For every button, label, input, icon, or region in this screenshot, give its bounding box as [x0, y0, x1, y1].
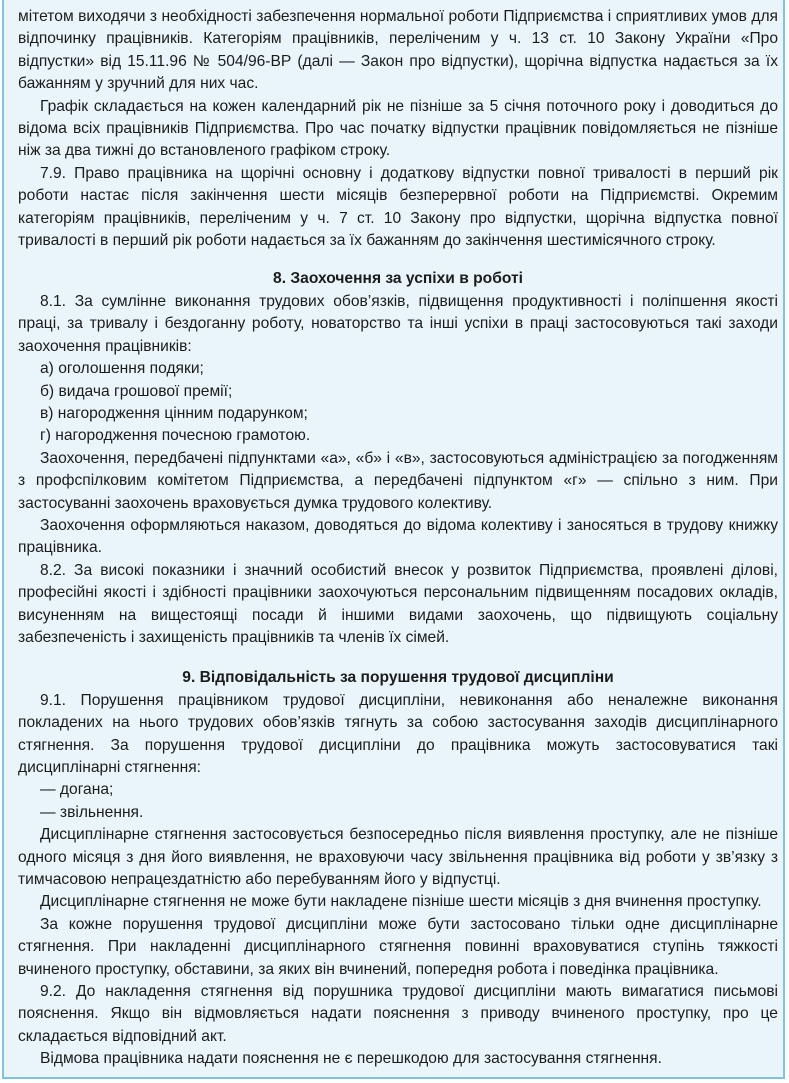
list-item: б) видача грошової премії;: [40, 382, 233, 400]
paragraph-9-single: За кожне порушення трудової дисципліни може бути застосовано тільки одне дисциплінарне стягнення. При накладенні дисциплінарного стягнення повинні враховуватися ступінь тяжкості вчиненого проступку, обставини, за яких він вчинений, попередня робота і поведінка працівника.: [18, 915, 778, 978]
paragraph-8-1: 8.1. За сумлінне виконання трудових обов’язків, підвищення продуктивності і поліпшення якості праці, за тривалу і бездоганну роботу, новаторство та інші успіхи в праці застосовуються такі заходи заохочення працівників:: [18, 292, 778, 355]
list-item: — догана;: [40, 781, 114, 799]
paragraph-schedule: Графік складається на кожен календарний рік не пізніше за 5 січня поточного року і доводиться до відома всіх працівників Підприємства. Про час початку відпустки працівник повідомляється не пізніше ніж за два тижні до встановленого графіком строку.: [18, 97, 778, 160]
paragraph-9-1: 9.1. Порушення працівником трудової дисципліни, невиконання або неналежне виконання покладених на нього трудових обов’язків тягнуть за собою застосування заходів дисциплінарного стягнення. За порушення трудової дисципліни до працівника можуть застосовуватися такі дисциплінарні стягнення:: [18, 691, 778, 776]
section-9-title: 9. Відповідальність за порушення трудової дисципліни: [182, 669, 614, 687]
paragraph-8-2: 8.2. За високі показники і значний особистий внесок у розвиток Підприємства, проявлені ділові, професійні якості і здібності працівники заохочуються персональним підвищенням посадових окладів, висуненням на вищестоящі посади й іншими видами заохочень, що підвищують соціальну забезпеченість і захищеність працівників та членів їх сімей.: [18, 561, 778, 646]
paragraph-8-approval: Заохочення, передбачені підпунктами «а», «б» і «в», застосовуються адміністрацією за погодженням з профспілковим комітетом Підприємства, а передбачені підпунктом «г» — спільно з ним. При застосуванні заохочень враховується думка трудового колективу.: [18, 449, 778, 512]
paragraph-9-refusal: Відмова працівника надати пояснення не є перешкодою для застосування стягнення.: [40, 1050, 662, 1068]
list-item: г) нагородження почесною грамотою.: [40, 427, 311, 445]
list-item: а) оголошення подяки;: [40, 360, 204, 378]
list-item: — звільнення.: [40, 803, 144, 821]
document-frame: [2, 0, 785, 1079]
paragraph-9-2: 9.2. До накладення стягнення від порушника трудової дисципліни мають вимагатися письмові пояснення. Якщо він відмовляється надати пояснення з приводу вчиненого проступку, про це складається відповідний акт.: [18, 983, 778, 1045]
paragraph-9-limit: Дисциплінарне стягнення не може бути накладене пізніше шести місяців з дня вчинення проступку.: [40, 893, 762, 911]
list-item: в) нагородження цінним подарунком;: [40, 404, 308, 422]
paragraph-continuation: мітетом виходячи з необхідності забезпечення нормальної роботи Підприємства і сприятливих умов для відпочинку працівників. Категоріям працівників, переліченим у ч. 13 ст. 10 Закону України «Про відпустки» від 15.11.96 № 504/96-ВР (далі — Закон про відпустки), щорічна відпустка надається за їх бажанням у зручний для них час.: [18, 8, 778, 93]
paragraph-9-timing: Дисциплінарне стягнення застосовується безпосередньо після виявлення проступку, але не пізніше одного місяця з дня його виявлення, не враховуючи часу звільнення працівника від роботи у зв’язку з тимчасовою непрацездатністю або перебуванням його у відпустці.: [18, 826, 778, 889]
paragraph-8-order: Заохочення оформляються наказом, доводяться до відома колективу і заносяться в трудову книжку працівника.: [18, 516, 778, 557]
document-body: [18, 6, 778, 1071]
section-8-title: 8. Заохочення за успіхи в роботі: [273, 270, 523, 288]
paragraph-7-9: 7.9. Право працівника на щорічні основну і додаткову відпустки повної тривалості в перший рік роботи настає після закінчення шести місяців безперервної роботи на Підприємстві. Окремим категоріям працівників, переліченим у ч. 7 ст. 10 Закону про відпустки, щорічна відпустка повної тривалості в перший рік роботи надається за їх бажанням до закінчення шестимісячного строку.: [18, 164, 778, 250]
